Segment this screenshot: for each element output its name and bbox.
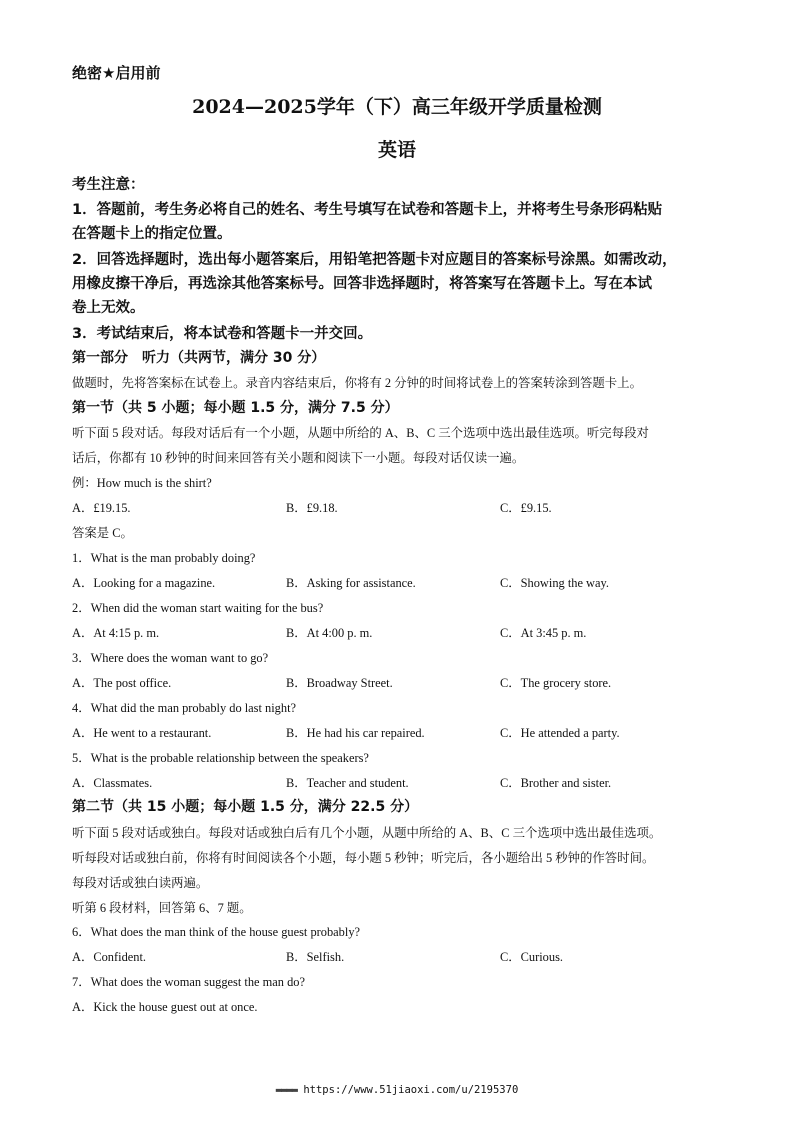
footer [0, 1084, 794, 1096]
question-1-option-a: A．Looking for a magazine. [72, 576, 216, 590]
question-5-option-c: C．Brother and sister. [500, 776, 612, 790]
part1-heading: 第一部分 听力（共两节，满分 30 分） [72, 350, 326, 366]
question-4-option-c: C．He attended a party. [500, 726, 620, 740]
question-4: 4．What did the man probably do last night? [72, 701, 297, 715]
question-2: 2．When did the woman start waiting for the bus? [72, 601, 324, 615]
example-option-a: A．£19.15. [72, 501, 131, 515]
question-7: 7．What does the woman suggest the man do? [72, 975, 305, 989]
question-1: 1．What is the man probably doing? [72, 551, 256, 565]
question-2-option-c: C．At 3:45 p. m. [500, 626, 587, 640]
section2-intro-line-2: 听每段对话或独白前，你将有时间阅读各个小题，每小题 5 秒钟；听完后，各小题给出 5 秒钟的作答时间。 [72, 851, 655, 865]
note-2-line-1: 2．回答选择题时，选出每小题答案后，用铅笔把答题卡对应题目的答案标号涂黑。如需改动， [72, 252, 677, 268]
question-3-option-c: C．The grocery store. [500, 676, 612, 690]
section1-intro-line-1: 听下面 5 段对话。每段对话后有一个小题，从题中所给的 A、B、C 三个选项中选出最佳选项。听完每段对 [72, 426, 649, 440]
note-3: 3．考试结束后，将本试卷和答题卡一并交回。 [72, 326, 373, 342]
question-4-option-b: B．He had his car repaired. [286, 726, 425, 740]
note-2-line-3: 卷上无效。 [72, 300, 145, 316]
material-6-note: 听第 6 段材料，回答第 6、7 题。 [72, 901, 252, 915]
subject-title: 英语 [377, 139, 416, 161]
question-4-option-a: A．He went to a restaurant. [72, 726, 212, 740]
footer-watermark: ▬▬▬▬ [275, 1084, 298, 1096]
question-6-option-a: A．Confident. [72, 950, 146, 964]
footer-url[interactable]: https://www.51jiaoxi.com/u/2195370 [303, 1084, 519, 1096]
note-2-line-2: 用橡皮擦干净后，再选涂其他答案标号。回答非选择题时，将答案写在答题卡上。写在本试 [72, 276, 652, 292]
confidential-mark: 绝密★启用前 [72, 64, 161, 82]
example-question: 例：How much is the shirt? [72, 476, 212, 490]
question-1-option-c: C．Showing the way. [500, 576, 609, 590]
section1-heading: 第一节（共 5 小题；每小题 1.5 分，满分 7.5 分） [72, 400, 399, 416]
example-option-b: B．£9.18. [286, 501, 338, 515]
section2-heading: 第二节（共 15 小题；每小题 1.5 分，满分 22.5 分） [72, 799, 419, 815]
question-6-option-c: C．Curious. [500, 950, 563, 964]
question-2-option-b: B．At 4:00 p. m. [286, 626, 373, 640]
example-answer: 答案是 C。 [72, 526, 133, 540]
note-1-line-1: 1．答题前，考生务必将自己的姓名、考生号填写在试卷和答题卡上，并将考生号条形码粘贴 [72, 202, 663, 218]
note-1-line-2: 在答题卡上的指定位置。 [72, 226, 232, 242]
question-5: 5．What is the probable relationship between the speakers? [72, 751, 369, 765]
section1-intro-line-2: 话后，你都有 10 秒钟的时间来回答有关小题和阅读下一小题。每段对话仅读一遍。 [72, 451, 525, 465]
exam-title: 2024—2025学年（下）高三年级开学质量检测 [192, 96, 602, 118]
question-3-option-b: B．Broadway Street. [286, 676, 393, 690]
part1-intro: 做题时，先将答案标在试卷上。录音内容结束后，你将有 2 分钟的时间将试卷上的答案转涂到答题卡上。 [72, 376, 642, 390]
notes-heading: 考生注意： [72, 177, 145, 193]
section2-intro-line-3: 每段对话或独白读两遍。 [72, 876, 209, 890]
question-1-option-b: B．Asking for assistance. [286, 576, 416, 590]
question-7-option-a: A．Kick the house guest out at once. [72, 1000, 258, 1014]
question-6: 6．What does the man think of the house guest probably? [72, 925, 361, 939]
question-5-option-a: A．Classmates. [72, 776, 153, 790]
section2-intro-line-1: 听下面 5 段对话或独白。每段对话或独白后有几个小题，从题中所给的 A、B、C 三个选项中选出最佳选项。 [72, 826, 662, 840]
question-2-option-a: A．At 4:15 p. m. [72, 626, 160, 640]
question-3: 3．Where does the woman want to go? [72, 651, 269, 665]
question-3-option-a: A．The post office. [72, 676, 172, 690]
question-5-option-b: B．Teacher and student. [286, 776, 409, 790]
example-option-c: C．£9.15. [500, 501, 552, 515]
question-6-option-b: B．Selfish. [286, 950, 345, 964]
